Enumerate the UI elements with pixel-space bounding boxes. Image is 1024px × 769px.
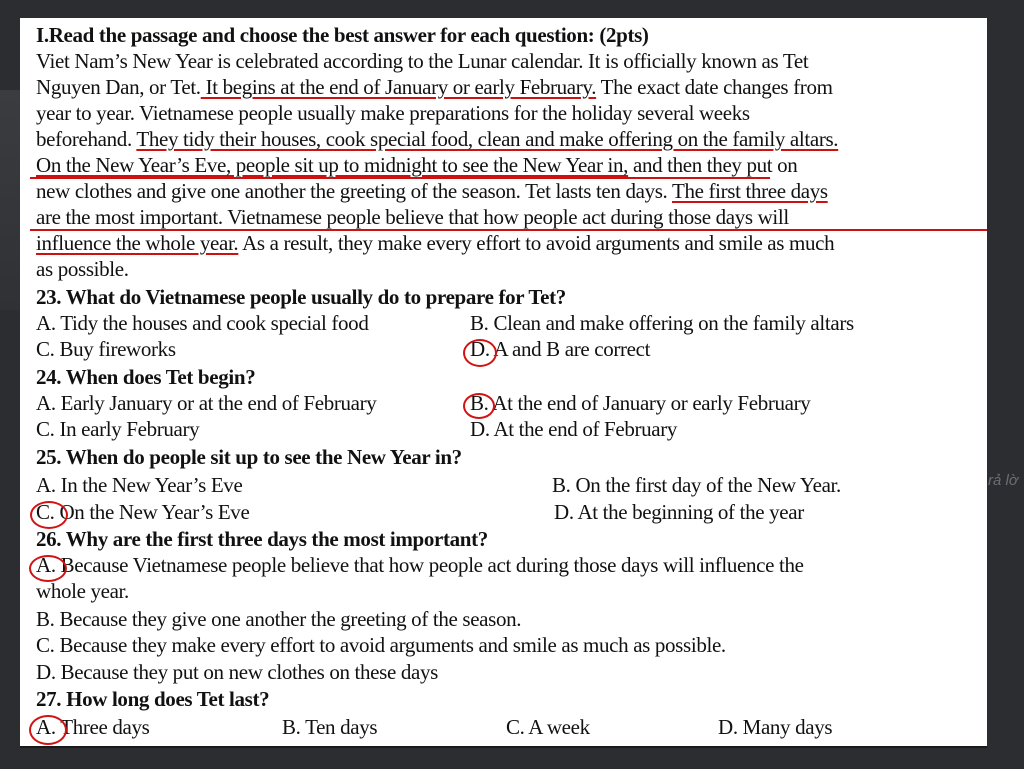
passage-line: Viet Nam’s New Year is celebrated according to the Lunar calendar. It is officially known as Tet — [36, 49, 809, 73]
option-a-selected[interactable]: A. Because Vietnamese people believe that how people act during those days will influence the — [36, 553, 804, 577]
option-c[interactable]: C. In early February — [36, 417, 200, 441]
option-b-selected[interactable]: B. At the end of January or early February — [470, 391, 811, 415]
passage-text: Nguyen Dan, or Tet. — [36, 75, 201, 99]
underlined-phrase: It begins at the end of January or early February. — [200, 75, 597, 99]
passage-line: year to year. Vietnamese people usually make preparations for the holiday several weeks — [36, 101, 750, 125]
passage-text: beforehand. — [36, 127, 137, 151]
passage-line — [36, 126, 838, 152]
underlined-phrase: The first three days — [671, 179, 828, 203]
passage-line — [36, 230, 834, 256]
option-c-selected[interactable]: C. On the New Year’s Eve — [36, 500, 250, 524]
question-23: 23. What do Vietnamese people usually do to prepare for Tet? — [36, 285, 566, 309]
worksheet-page — [20, 18, 987, 746]
answer-circle-mark — [29, 715, 67, 745]
answer-circle-mark — [29, 555, 67, 582]
option-b[interactable]: B. Clean and make offering on the family altars — [470, 311, 854, 335]
passage-line: are the most important. Vietnamese people believe that how people act during those days will — [36, 205, 789, 229]
option-a[interactable]: A. Tidy the houses and cook special food — [36, 311, 369, 335]
red-underline — [30, 229, 987, 231]
option-b[interactable]: B. On the first day of the New Year. — [552, 473, 841, 497]
passage-text: The exact date changes from — [596, 75, 833, 99]
underlined-phrase: influence the whole year. — [36, 231, 239, 255]
underlined-phrase: They tidy their houses, cook special food, clean and make offering on the family altars. — [136, 127, 839, 151]
option-c[interactable]: C. Because they make every effort to avoid arguments and smile as much as possible. — [36, 633, 726, 657]
answer-circle-mark — [463, 393, 495, 419]
option-a[interactable]: A. Early January or at the end of February — [36, 391, 377, 415]
passage-line — [36, 152, 797, 178]
passage-text: and then they put on — [628, 153, 798, 177]
red-underline — [30, 177, 770, 179]
option-a-selected[interactable]: A. Three days — [36, 715, 150, 739]
option-d-selected[interactable]: D. A and B are correct — [470, 337, 651, 361]
option-d[interactable]: D. At the end of February — [470, 417, 678, 441]
passage-line: as possible. — [36, 257, 129, 281]
option-a[interactable]: A. In the New Year’s Eve — [36, 473, 243, 497]
question-27: 27. How long does Tet last? — [36, 687, 270, 711]
question-25: 25. When do people sit up to see the New Year in? — [36, 445, 462, 469]
question-24: 24. When does Tet begin? — [36, 365, 256, 389]
option-d[interactable]: D. Because they put on new clothes on these days — [36, 660, 438, 684]
option-d[interactable]: D. At the beginning of the year — [554, 500, 804, 524]
option-b[interactable]: B. Because they give one another the greeting of the season. — [36, 607, 522, 631]
option-d[interactable]: D. Many days — [718, 715, 833, 739]
passage-line — [36, 74, 833, 100]
option-c[interactable]: C. Buy fireworks — [36, 337, 176, 361]
option-c[interactable]: C. A week — [506, 715, 590, 739]
passage-text: As a result, they make every effort to avoid arguments and smile as much — [238, 231, 835, 255]
answer-circle-mark — [463, 339, 497, 367]
passage-line — [36, 178, 828, 204]
background-panel — [0, 90, 20, 310]
page-border — [20, 746, 987, 748]
option-b[interactable]: B. Ten days — [282, 715, 378, 739]
question-26: 26. Why are the first three days the most important? — [36, 527, 488, 551]
underlined-phrase: On the New Year’s Eve, people sit up to midnight to see the New Year in, — [36, 153, 629, 177]
background-text: rả lờ — [988, 472, 1018, 489]
option-a-continued: whole year. — [36, 579, 129, 603]
passage-text: new clothes and give one another the greeting of the season. Tet lasts ten days. — [36, 179, 672, 203]
answer-circle-mark — [30, 501, 68, 529]
section-title: I.Read the passage and choose the best answer for each question: (2pts) — [36, 23, 649, 47]
